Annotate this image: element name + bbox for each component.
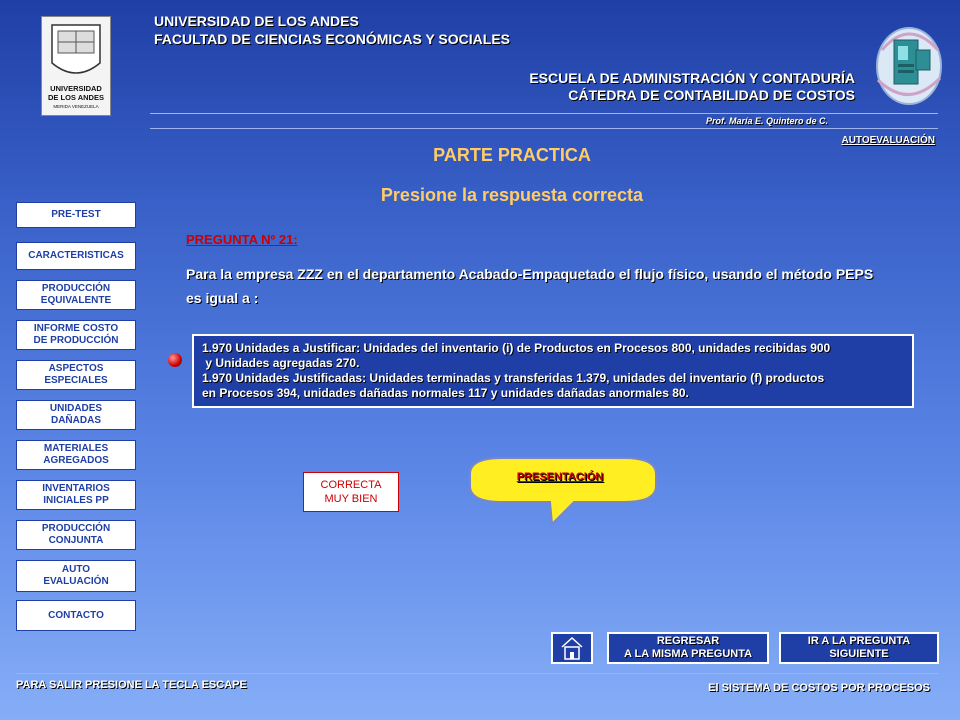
sidebar-item-contacto[interactable] [16, 600, 136, 631]
answer-line-4: en Procesos 394, unidades dañadas normales 117 y unidades dañadas anormales 80. [202, 386, 689, 400]
answer-line-1: 1.970 Unidades a Justificar: Unidades del inventario (i) de Productos en Procesos 800, unidades recibidas 900 [202, 341, 831, 355]
sidebar-item-materiales-agregados[interactable] [16, 440, 136, 470]
sidebar-item-caracteristicas[interactable] [16, 242, 136, 270]
question-text: Para la empresa ZZZ en el departamento Acabado-Empaquetado el flujo físico, usando el método PEPS es igual a : [186, 266, 874, 306]
header-divider-2 [150, 128, 938, 129]
question-label: PREGUNTA Nº 21: [186, 232, 298, 247]
sidebar-item-pre-test[interactable] [16, 202, 136, 228]
sidebar-item-label: PRODUCCIÓN CONJUNTA [41, 523, 111, 546]
feedback-box [303, 472, 399, 512]
answer-line-2: y Unidades agregadas 270. [202, 356, 360, 370]
home-icon [553, 634, 591, 662]
section-label: AUTOEVALUACIÓN [841, 135, 935, 146]
logo-text-2: DE LOS ANDES [48, 93, 104, 102]
answer-line-3: 1.970 Unidades Justificadas: Unidades terminadas y transferidas 1.379, unidades del inventario (f) productos [202, 371, 825, 385]
sidebar-item-label: UNIDADES DAÑADAS [49, 403, 103, 426]
sidebar-item-inventarios-iniciales[interactable] [16, 480, 136, 510]
next-question-label: IR A LA PREGUNTA SIGUIENTE [807, 635, 911, 660]
footer-divider [16, 673, 938, 674]
sidebar-item-produccion-conjunta[interactable] [16, 520, 136, 550]
repeat-question-button[interactable] [607, 632, 769, 664]
professor-name: Prof. María E. Quintero de C. [706, 116, 829, 126]
faculty-name: FACULTAD DE CIENCIAS ECONÓMICAS Y SOCIALES [154, 31, 510, 47]
page-title: PARTE PRACTICA [433, 145, 591, 165]
logo-text-1: UNIVERSIDAD [50, 84, 102, 93]
system-name: El SISTEMA DE COSTOS POR PROCESOS [708, 682, 930, 694]
school-name: ESCUELA DE ADMINISTRACIÓN Y CONTADURÍA [529, 70, 855, 86]
sidebar-item-label: INFORME COSTO DE PRODUCCIÓN [33, 323, 119, 346]
sidebar-item-label: MATERIALES AGREGADOS [43, 443, 109, 466]
sidebar-item-label: INVENTARIOS INICIALES PP [42, 483, 110, 506]
sidebar-item-auto-evaluacion[interactable] [16, 560, 136, 592]
sidebar-item-label: PRODUCCIÓN EQUIVALENTE [40, 283, 112, 306]
sidebar-item-produccion-equivalente[interactable] [16, 280, 136, 310]
sidebar-item-label: PRE-TEST [51, 209, 101, 220]
university-logo [41, 16, 111, 116]
university-name: UNIVERSIDAD DE LOS ANDES [154, 13, 359, 29]
feedback-text: CORRECTA MUY BIEN [320, 479, 382, 505]
repeat-question-label: REGRESAR A LA MISMA PREGUNTA [623, 635, 753, 660]
sidebar-item-informe-costo[interactable] [16, 320, 136, 350]
presentation-label: PRESENTACIÓN [516, 471, 604, 483]
sidebar-item-aspectos-especiales[interactable] [16, 360, 136, 390]
sidebar-item-label: AUTO EVALUACIÓN [43, 564, 109, 587]
logo-text-3: MERIDA VENEZUELA [53, 104, 99, 109]
sidebar-item-label: ASPECTOS ESPECIALES [44, 363, 108, 386]
page-subtitle: Presione la respuesta correcta [380, 185, 644, 205]
exit-instruction: PARA SALIR PRESIONE LA TECLA ESCAPE [16, 679, 247, 691]
sidebar-item-unidades-danadas[interactable] [16, 400, 136, 430]
chair-name: CÁTEDRA DE CONTABILIDAD DE COSTOS [568, 87, 855, 103]
sidebar-item-label: CONTACTO [48, 609, 104, 621]
presentation-button[interactable] [462, 456, 658, 526]
computer-illustration [874, 20, 944, 106]
next-question-button[interactable] [779, 632, 939, 664]
answer-option[interactable] [192, 334, 914, 408]
home-button[interactable] [551, 632, 593, 664]
sidebar-item-label: CARACTERISTICAS [28, 250, 124, 261]
header-divider [150, 113, 938, 114]
bullet-icon [168, 353, 182, 367]
